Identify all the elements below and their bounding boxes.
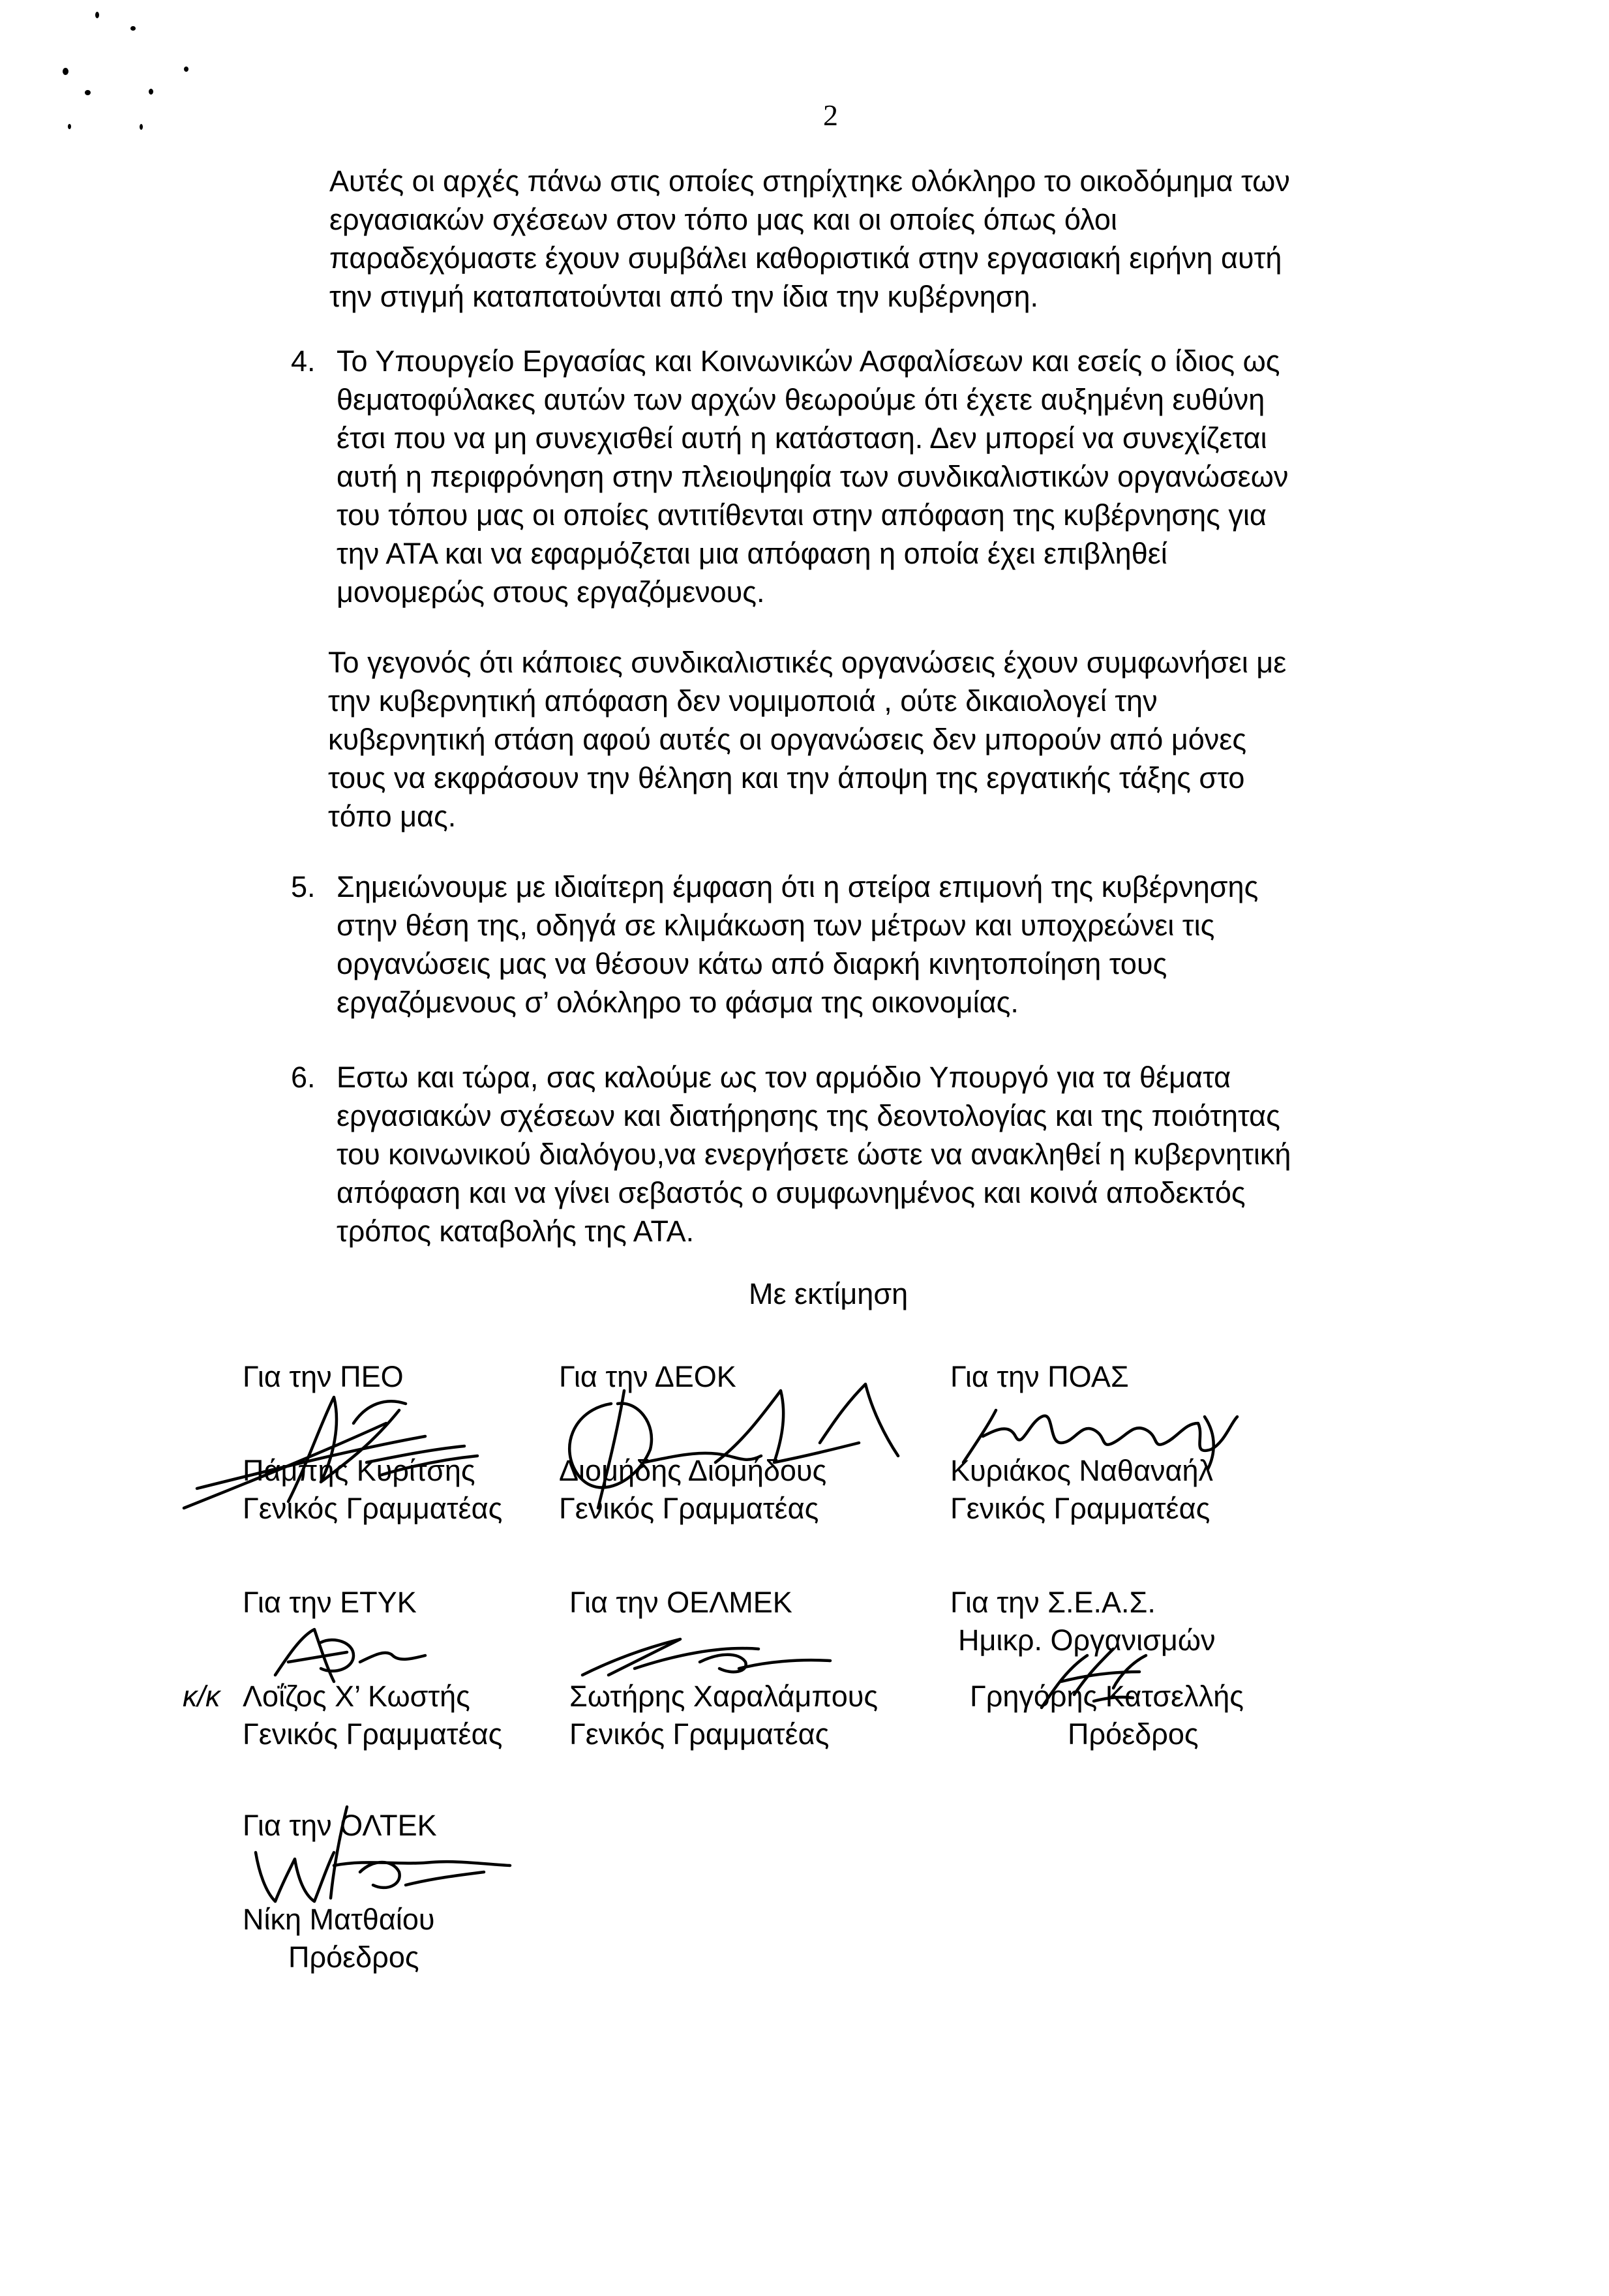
item-number: 4. [291,344,316,378]
signatory-title: Γενικός Γραμματέας [243,1717,503,1751]
item-text: Εστω και τώρα, σας καλούμε ως τον αρμόδιο Υπουργό για τα θέματα εργασιακών σχέσεων και διατήρησης της δεοντολογίας και της ποιότητας του κοινωνικού διαλόγου,να ενεργήσετε ώστε να ανακληθεί η κυβερνητική απόφαση και να γίνει σεβαστός ο συμφωνημένος και κοινά αποδεκτός τρόπος καταβολής της ΑΤΑ. [337,1061,1291,1248]
signatory-org: Για την ΟΛΤΕΚ [243,1809,437,1842]
signatory-etyk [183,1584,569,1753]
intro-paragraph: Αυτές οι αρχές πάνω στις οποίες στηρίχτηκε ολόκληρο το οικοδόμημα των εργασιακών σχέσεων στον τόπο μας και οι οποίες όπως όλοι παραδεχόμαστε έχουν συμβάλει καθοριστικά στην εργασιακή ειρήνη αυτή την στιγμή καταπατούνται από την ίδια την κυβέρνηση. [329,164,1290,313]
scan-speck [184,67,188,72]
signatory-poas [950,1358,1276,1528]
signatory-org: Για την ΠΟΑΣ [950,1360,1129,1393]
signatory-title: Πρόεδρος [1068,1717,1199,1751]
signatory-title: Γενικός Γραμματέας [559,1492,819,1525]
numbered-item-5 [291,868,1504,1024]
scan-speck [63,68,68,75]
signatory-name: Διομήδης Διομήδους [559,1454,827,1487]
scan-speck [68,124,71,129]
signatory-oelmek [569,1584,935,1753]
item-text: Σημειώνουμε με ιδιαίτερη έμφαση ότι η στείρα επιμονή της κυβέρνησης στην θέση της, οδηγά σε κλιμάκωση των μέτρων και υποχρεώνει τις οργανώσεις μας να θέσουν κάτω από διαρκή κινητοποίηση τους εργαζόμενους σ’ ολόκληρο το φάσμα της οικονομίας. [337,870,1259,1019]
signatory-title: Πρόεδρος [288,1941,419,1974]
item-text: Το Υπουργείο Εργασίας και Κοινωνικών Ασφαλίσεων και εσείς ο ίδιος ως θεματοφύλακες αυτών των αρχών θεωρούμε ότι έχετε αυξημένη ευθύνη έτσι που να μη συνεχισθεί αυτή η κατάσταση. Δεν μπορεί να συνεχίζεται αυτή η περιφρόνηση στην πλειοψηφία των συνδικαλιστικών οργανώσεων του τόπου μας οι οποίες αντιτίθενται στην απόφαση της κυβέρνησης για την ΑΤΑ και να εφαρμόζεται μια απόφαση η οποία έχει επιβληθεί μονομερώς στους εργαζόμενους. [337,344,1289,609]
signatory-org: Για την ΔΕΟΚ [559,1360,736,1393]
signatory-org: Για την ΟΕΛΜΕΚ [569,1586,792,1619]
signatory-name-prefix: κ/κ [183,1680,220,1713]
signatory-name: κ/κ Λοΐζος Χ’ Κωστής [243,1678,569,1715]
signatory-title: Γενικός Γραμματέας [950,1492,1211,1525]
signatory-title: Γενικός Γραμματέας [243,1492,503,1525]
closing-salutation: Με εκτίμηση [749,1277,909,1310]
scan-speck [95,12,99,18]
item-number: 6. [291,1061,316,1094]
signatory-peo [243,1358,543,1528]
signatory-org: Για την Σ.Ε.Α.Σ. [950,1586,1156,1619]
signatory-title: Γενικός Γραμματέας [569,1717,830,1751]
signatory-name: Κυριάκος Ναθαναήλ [950,1454,1214,1487]
signatory-org: Για την ΕΤΥΚ [243,1586,417,1619]
signatory-name: Γρηγόρης Κατσελλής [970,1680,1244,1713]
numbered-item-6 [291,1058,1517,1254]
signatory-seas [950,1584,1296,1753]
signatory-deok [559,1358,898,1528]
scan-speck [130,26,136,31]
numbered-item-4 [291,342,1504,616]
page-number: 2 [823,98,838,132]
signatory-name: Νίκη Ματθαίου [243,1903,435,1936]
scan-speck [140,124,143,130]
signatory-name: Σωτήρης Χαραλάμπους [569,1680,879,1713]
item-number: 5. [291,870,316,903]
signatory-org-detail: Ημικρ. Οργανισμών [958,1624,1216,1657]
signatory-name: Πάμπης Κυρίτσης [243,1454,475,1487]
signatory-org: Για την ΠΕΟ [243,1360,404,1393]
scan-speck [85,90,91,95]
scan-speck [149,89,153,95]
middle-paragraph: Το γεγονός ότι κάποιες συνδικαλιστικές οργανώσεις έχουν συμφωνήσει με την κυβερνητική απόφαση δεν νομιμοποιά , ούτε δικαιολογεί την κυβερνητική στάση αφού αυτές οι οργανώσεις δεν μπορούν από μόνες τους να εκφράσουν την θέληση και την άποψη της εργατικής τάξης στο τόπο μας. [328,646,1287,833]
signatory-oltek [243,1807,556,1976]
